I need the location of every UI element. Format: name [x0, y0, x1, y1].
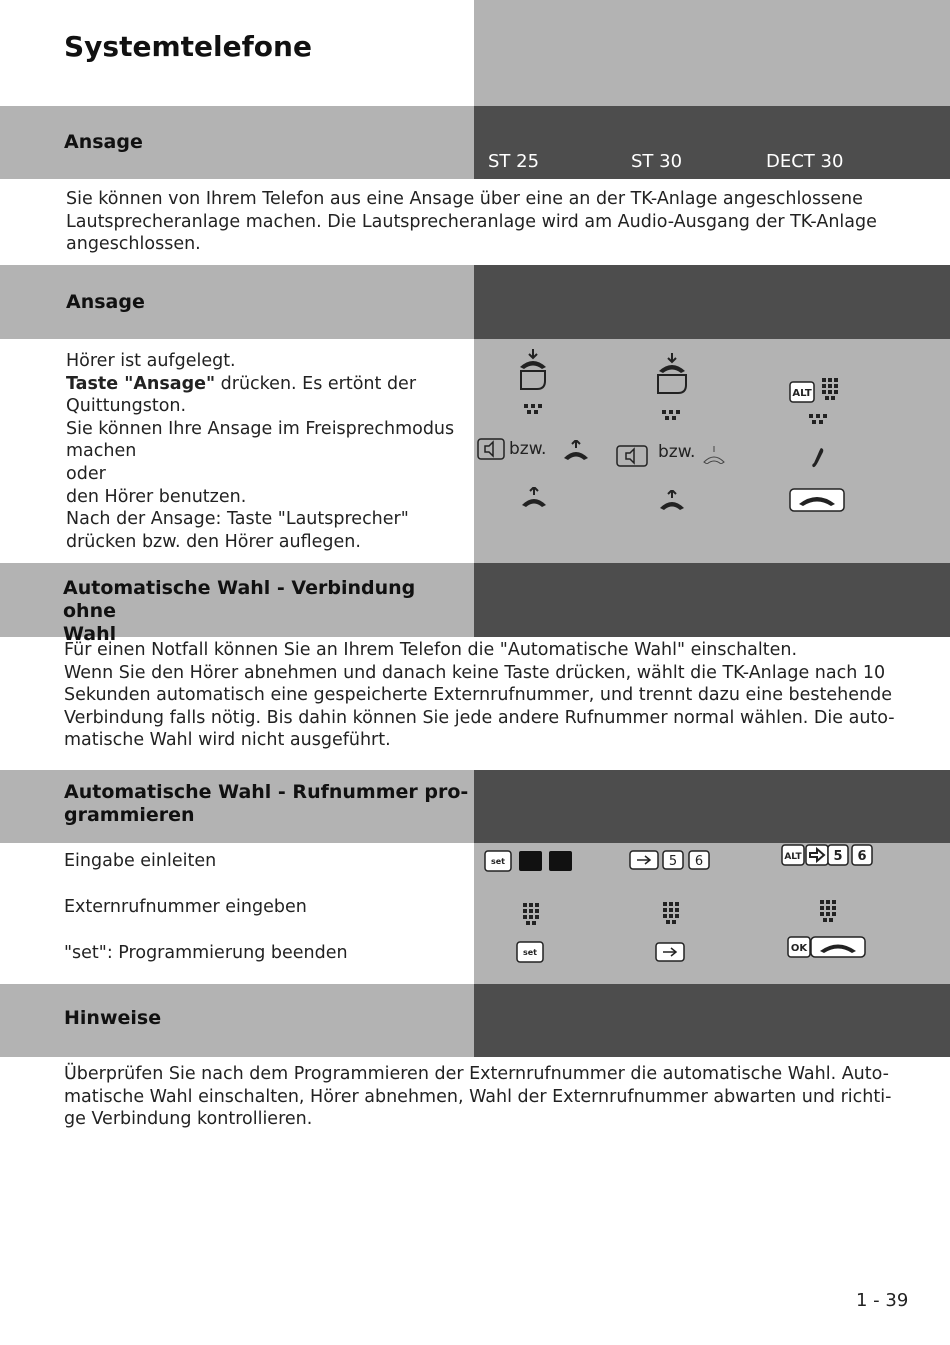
column-st25: ST 25	[488, 151, 540, 172]
subsection-title-autowahl	[63, 577, 468, 646]
handset-talk-icon	[811, 446, 825, 470]
svg-text:5: 5	[668, 854, 678, 869]
svg-text:set: set	[490, 857, 506, 866]
ansage-step: drücken bzw. den Hörer auflegen.	[66, 531, 361, 552]
svg-text:set: set	[522, 948, 538, 957]
autowahl-line: Sekunden automatisch eine gespeicherte Externrufnummer, und trennt dazu eine bestehende	[64, 685, 892, 706]
program-row-finish: "set": Programmierung beenden	[64, 943, 348, 963]
section-title-ansage: Ansage	[64, 131, 143, 153]
title-line: Automatische Wahl - Rufnummer pro-	[64, 781, 469, 803]
title-line: grammieren	[64, 804, 195, 826]
subsection-band-hinweise-right	[474, 984, 950, 1057]
ansage-step: den Hörer benutzen.	[66, 486, 247, 507]
confirmation-tone-icon	[662, 410, 680, 422]
intro-line: Lautsprecheranlage machen. Die Lautsprecheranlage wird am Audio-Ausgang der TK-Anlage	[66, 211, 877, 232]
svg-text:ALT: ALT	[784, 852, 802, 862]
alt-key-icon	[789, 381, 815, 403]
intro-line: Sie können von Ihrem Telefon aus eine Ansage über eine an der TK-Anlage angeschlossene	[66, 189, 863, 209]
handset-hang-up-icon	[659, 490, 685, 510]
ansage-steps	[66, 350, 474, 553]
handset-lift-outline-icon	[703, 446, 725, 464]
program-row-start: Eingabe einleiten	[64, 851, 217, 871]
autowahl-line: Verbindung falls nötig. Bis dahin können Sie jede andere Rufnummer normal wählen. Die auto-	[64, 707, 895, 728]
program-row-number: Externrufnummer eingeben	[64, 897, 307, 917]
ansage-step: oder	[66, 463, 106, 484]
ansage-step	[66, 373, 474, 396]
handset-hang-up-icon	[521, 487, 547, 507]
hinweise-paragraph	[64, 1063, 934, 1131]
set-key-icon	[516, 941, 544, 963]
speaker-key-icon	[616, 445, 648, 467]
svg-text:OK: OK	[790, 943, 808, 954]
bzw-label: bzw.	[658, 442, 696, 462]
keypad-icon	[523, 903, 539, 925]
autowahl-line: matische Wahl wird nicht ausgeführt.	[64, 730, 391, 751]
handset-lift-icon	[563, 440, 589, 460]
column-dect30: DECT 30	[766, 151, 844, 172]
ansage-key-name: Taste "Ansage"	[66, 373, 216, 394]
digit-5-key-icon	[827, 844, 849, 866]
end-call-key-icon	[810, 936, 866, 958]
digit-6-key-icon	[851, 844, 873, 866]
digit-6-key-icon	[688, 850, 710, 870]
svg-text:6: 6	[857, 849, 867, 864]
confirmation-tone-icon	[809, 414, 827, 426]
ansage-step: Hörer ist aufgelegt.	[66, 351, 236, 371]
page-number: 1 - 39	[856, 1290, 909, 1311]
handset-on-hook-with-key-icon	[654, 353, 690, 395]
black-key-icon	[549, 851, 572, 871]
keypad-icon	[822, 378, 838, 400]
subsection-title-program	[64, 781, 469, 827]
title-line: Automatische Wahl - Verbindung ohne	[63, 577, 416, 622]
subsection-title-ansage: Ansage	[66, 291, 145, 313]
title-band-right	[474, 0, 950, 106]
keypad-icon	[663, 902, 679, 924]
ansage-step: Sie können Ihre Ansage im Freisprechmodus	[66, 418, 455, 439]
bold-arrow-key-icon	[805, 844, 829, 866]
ansage-step-rest: drücken. Es ertönt der	[215, 373, 417, 394]
svg-text:ALT: ALT	[792, 388, 812, 399]
autowahl-line: Wenn Sie den Hörer abnehmen und danach keine Taste drücken, wählt die TK-Anlage nach 10	[64, 662, 886, 683]
arrow-key-icon	[655, 942, 685, 962]
ansage-step: Quittungston.	[66, 396, 187, 417]
hinweise-line: Überprüfen Sie nach dem Programmieren der Externrufnummer die automatische Wahl. Auto-	[64, 1064, 889, 1084]
autowahl-line: Für einen Notfall können Sie an Ihrem Telefon die "Automatische Wahl" einschalten.	[64, 640, 798, 660]
intro-paragraph	[66, 188, 926, 256]
handset-on-hook-with-key-icon	[515, 349, 551, 391]
set-key-icon	[484, 850, 512, 872]
program-icons-area	[474, 843, 950, 984]
speaker-key-icon	[477, 438, 505, 460]
ansage-step: Nach der Ansage: Taste "Lautsprecher"	[66, 509, 409, 530]
title-line: Wahl	[63, 623, 117, 645]
subsection-band-autowahl-right	[474, 563, 950, 637]
digit-5-key-icon	[662, 850, 684, 870]
bzw-label: bzw.	[509, 439, 547, 459]
ok-key-icon	[787, 936, 811, 958]
subsection-title-hinweise: Hinweise	[64, 1007, 162, 1029]
subsection-band-program-right	[474, 770, 950, 843]
arrow-key-icon	[629, 850, 659, 870]
end-call-key-icon	[789, 488, 845, 512]
page-title: Systemtelefone	[64, 30, 312, 63]
hinweise-line: ge Verbindung kontrollieren.	[64, 1109, 313, 1130]
intro-line: angeschlossen.	[66, 234, 201, 255]
autowahl-paragraph	[64, 639, 934, 752]
black-key-icon	[519, 851, 542, 871]
ansage-step: machen	[66, 441, 137, 462]
confirmation-tone-icon	[524, 404, 542, 416]
subsection-band-ansage-right	[474, 265, 950, 339]
hinweise-line: matische Wahl einschalten, Hörer abnehmen, Wahl der Externrufnummer abwarten und richti-	[64, 1086, 892, 1107]
svg-text:6: 6	[694, 854, 704, 869]
svg-text:5: 5	[833, 849, 843, 864]
alt-key-icon	[781, 844, 805, 866]
section-band-ansage-right	[474, 106, 950, 179]
column-st30: ST 30	[631, 151, 683, 172]
keypad-icon	[820, 900, 836, 922]
